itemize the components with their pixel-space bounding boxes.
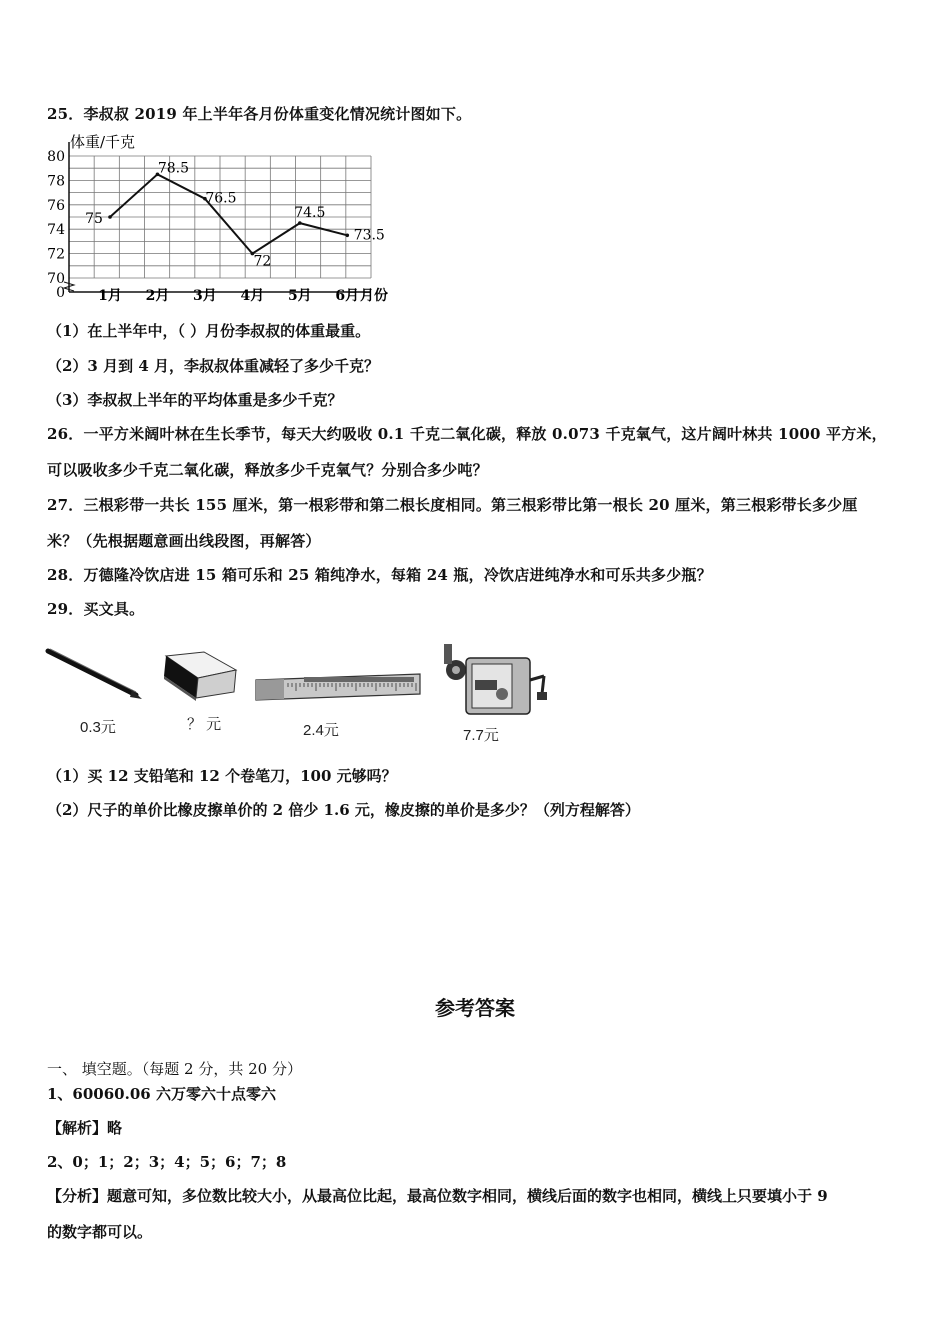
- weight-line-chart: [40, 132, 410, 310]
- q27-line1: 27．三根彩带一共长 155 厘米，第一根彩带和第二根长度相同。第三根彩带比第一根长 20 厘米，第三根彩带长多少厘: [47, 496, 858, 514]
- y-tick-label: 72: [47, 246, 65, 263]
- chart-y-axis-label: 体重/千克: [70, 133, 136, 151]
- y-tick-label: 78: [47, 173, 65, 190]
- y-tick-label: 0: [56, 285, 65, 301]
- y-tick-label: 76: [47, 197, 65, 214]
- chart-value-label: 76.5: [205, 190, 237, 207]
- chart-value-label: 73.5: [353, 227, 385, 244]
- x-tick-label: 2月: [145, 288, 170, 304]
- chart-y-ticks: [47, 149, 65, 301]
- chart-x-axis-label: 月份: [360, 288, 388, 304]
- x-tick-label: 4月: [240, 288, 265, 304]
- answer-2-note-line2: 的数字都可以。: [47, 1223, 153, 1241]
- chart-value-label: 74.5: [294, 205, 326, 222]
- q25-sub2: （2）3 月到 4 月，李叔叔体重减轻了多少千克？: [47, 357, 379, 375]
- chart-point: [298, 221, 302, 225]
- x-tick-label: 3月: [193, 288, 217, 304]
- eraser-price: ？ 元: [187, 716, 222, 733]
- sharpener-price: 7.7元: [463, 727, 499, 744]
- q29-text: 29．买文具。: [47, 600, 145, 618]
- pencil-image: [44, 645, 144, 701]
- axis-break: [64, 282, 74, 291]
- q28-text: 28．万德隆冷饮店进 15 箱可乐和 25 箱纯净水，每箱 24 瓶，冷饮店进纯净水和可乐共多少瓶？: [47, 566, 712, 584]
- q25-text: 25．李叔叔 2019 年上半年各月份体重变化情况统计图如下。: [47, 105, 472, 123]
- x-tick-label: 6月: [335, 288, 360, 304]
- q27-line2: 米？（先根据题意画出线段图，再解答）: [47, 532, 321, 550]
- ruler-price: 2.4元: [303, 722, 339, 739]
- ruler-image: [254, 670, 424, 702]
- answer-1-note: 【解析】略: [47, 1119, 123, 1137]
- chart-value-label: 75: [85, 211, 103, 227]
- answers-section1: 一、 填空题。（每题 2 分，共 20 分）: [47, 1060, 302, 1078]
- chart-point: [345, 234, 349, 238]
- q29-sub2: （2）尺子的单价比橡皮擦单价的 2 倍少 1.6 元，橡皮擦的单价是多少？（列方程解答）: [47, 801, 640, 819]
- chart-point: [108, 215, 112, 219]
- x-tick-label: 5月: [287, 288, 312, 304]
- y-tick-label: 74: [47, 222, 65, 239]
- pencil-price: 0.3元: [80, 719, 116, 736]
- q29-sub1: （1）买 12 支铅笔和 12 个卷笔刀，100 元够吗？: [47, 767, 397, 785]
- answer-1: 1、60060.06 六万零六十点零六: [47, 1085, 276, 1103]
- chart-x-ticks: [98, 288, 359, 304]
- q26-line1: 26．一平方米阔叶林在生长季节，每天大约吸收 0.1 千克二氧化碳，释放 0.073 千克氧气，这片阔叶林共 1000 平方米，: [47, 425, 887, 443]
- answer-2-note-line1: 【分析】题意可知，多位数比较大小，从最高位比起，最高位数字相同，横线后面的数字也相同，横线上只要填小于 9: [47, 1187, 828, 1205]
- chart-value-label: 78.5: [157, 160, 190, 177]
- y-tick-label: 80: [47, 149, 65, 165]
- answers-title: 参考答案: [435, 996, 515, 1020]
- y-tick-label: 70: [47, 271, 65, 287]
- q26-line2: 可以吸收多少千克二氧化碳，释放多少千克氧气？分别合多少吨？: [47, 461, 488, 479]
- sharpener-image: [440, 640, 550, 720]
- q25-sub1: （1）在上半年中，（ ）月份李叔叔的体重最重。: [47, 322, 371, 340]
- answer-2: 2、0；1；2；3；4；5；6；7；8: [47, 1153, 287, 1171]
- chart-value-label: 72: [253, 253, 272, 270]
- x-tick-label: 1月: [98, 288, 122, 304]
- q25-sub3: （3）李叔叔上半年的平均体重是多少千克？: [47, 391, 343, 409]
- eraser-image: [160, 648, 240, 703]
